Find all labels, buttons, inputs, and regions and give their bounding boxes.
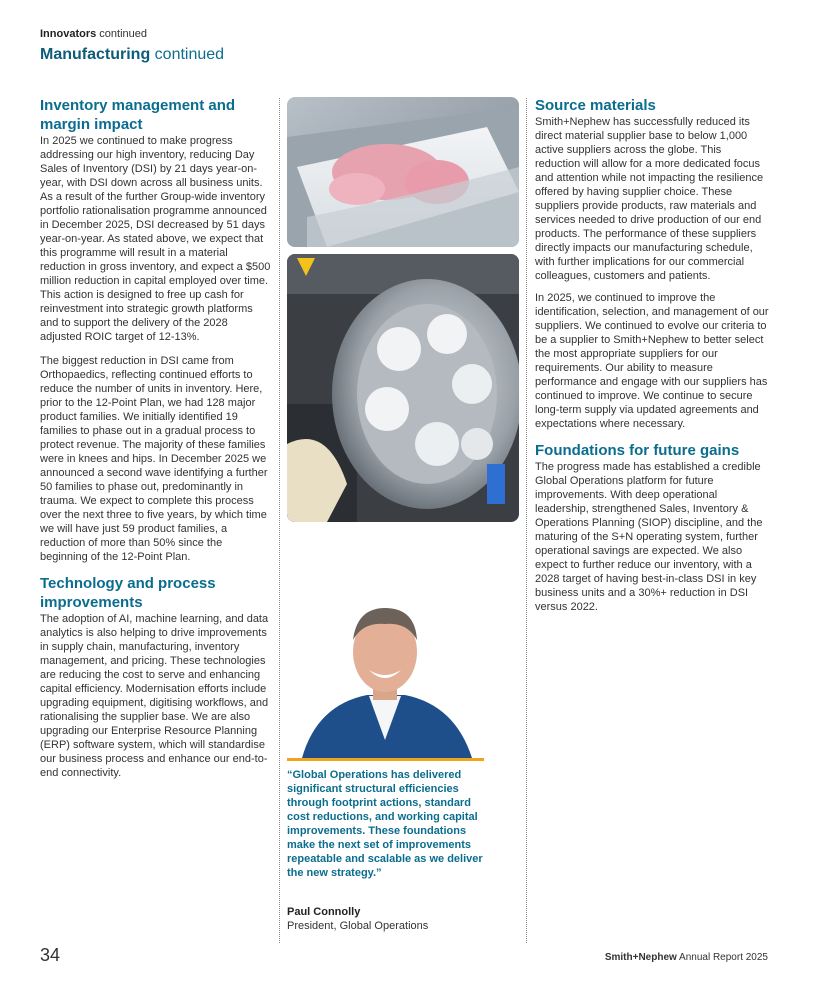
paragraph-inventory-2: The biggest reduction in DSI came from Orthopaedics, reflecting continued efforts to reduce the number of units in inventory. Here, prior to the 12-Point Plan, we had 128 major product families. We initially identified 19 families to phase out in a gradual process to protect revenue. The majority of these families were in knees and hips. In December 2025 we announced a second wave identifying a further 50 families to phase out, predominantly in trauma. We expect to complete this process over the next three to five years, by which time we will have just 59 product families, a reduction of more than 50% since the beginning of the 12-Point Plan.: [40, 355, 268, 563]
paragraph-source-1: Smith+Nephew has successfully reduced its direct material supplier base to below 1,000 active suppliers across the globe. This reduction will allow for a more dedicated focus and attention while not impacting the resilience offered by having supplier choice. These suppliers provide products, raw materials and services needed to drive production of our end products. The performance of these suppliers directly impacts our manufacturing schedule, with further implications for our commercial colleagues, customers and patients.: [535, 116, 764, 282]
quote-attribution: [287, 905, 428, 933]
quote-role: President, Global Operations: [287, 920, 429, 932]
heading-foundations: Foundations for future gains: [535, 442, 740, 459]
left-column: [40, 96, 272, 780]
pull-quote: “Global Operations has delivered significant structural efficiencies through footprint actions, standard cost reductions, and working capital improvements. These foundations make the next set of improvements repeatable and scalable as we deliver the new strategy.”: [287, 769, 483, 879]
column-divider-left: [279, 98, 280, 943]
manufacturing-tray-image: [287, 97, 519, 247]
quote-name: Paul Connolly: [287, 906, 361, 918]
right-column: [535, 96, 769, 614]
portrait-photo: [287, 600, 484, 758]
paragraph-foundations: The progress made has established a credible Global Operations platform for future improvements. With deep operational leadership, strengthened Sales, Inventory & Operations Planning (SIOP) discipline, and the maturing of the S+N operating system, further operational savings are expected. We also expect to further reduce our inventory, with a 2028 target of having best-in-class DSI in key business units and a 30%+ reduction in DSI versus 2022.: [535, 461, 763, 613]
quote-accent-line: [287, 758, 484, 761]
page-number: 34: [40, 945, 61, 965]
paragraph-inventory-1: In 2025 we continued to make progress addressing our high inventory, reducing Day Sales of Inventory (DSI) by 21 days year-on-year, with DSI down across all business units. As a result of the further Group-wide inventory portfolio rationalisation programme announced in December 2025, DSI decreased by 51 days year-on-year. As stated above, we expect that this programme will result in a material reduction in gross inventory, and expect a $500 million reduction in capital employed over time. This action is designed to free up cash for reinvestment into strategic growth platforms and to support the delivery of the 2028 adjusted ROIC target of 12-13%.: [40, 135, 271, 343]
paragraph-source-2: In 2025, we continued to improve the identification, selection, and management of our suppliers. We continued to evolve our criteria to be a supplier to Smith+Nephew to better select the most appropriate suppliers for our requirements. Our ability to measure performance and engage with our suppliers has continued to improve. We continue to secure long-term supply via updated agreements and expectations where necessary.: [535, 292, 769, 430]
paragraph-technology: The adoption of AI, machine learning, and data analytics is also helping to drive improvements in supply chain, manufacturing, inventory management, and pricing. These technologies are reducing the cost to serve and enhancing capital efficiency. Modernisation efforts include upgrading equipment, digitising workflows, and rationalising the supplier base. We are also upgrading our Enterprise Resource Planning (ERP) software system, which will standardise our business process and enhance our end-to-end connectivity.: [40, 613, 269, 779]
heading-technology: Technology and process improvements: [40, 575, 216, 611]
footer-brand: Smith+Nephew Annual Report 2025: [604, 952, 768, 963]
page-header: [40, 27, 224, 66]
column-divider-right: [526, 98, 527, 943]
breadcrumb: Innovators continued: [40, 28, 147, 40]
machine-discs-image: [287, 254, 519, 522]
section-title: Manufacturing continued: [40, 46, 225, 63]
heading-inventory: Inventory management and margin impact: [40, 97, 236, 133]
heading-source-materials: Source materials: [535, 97, 656, 114]
